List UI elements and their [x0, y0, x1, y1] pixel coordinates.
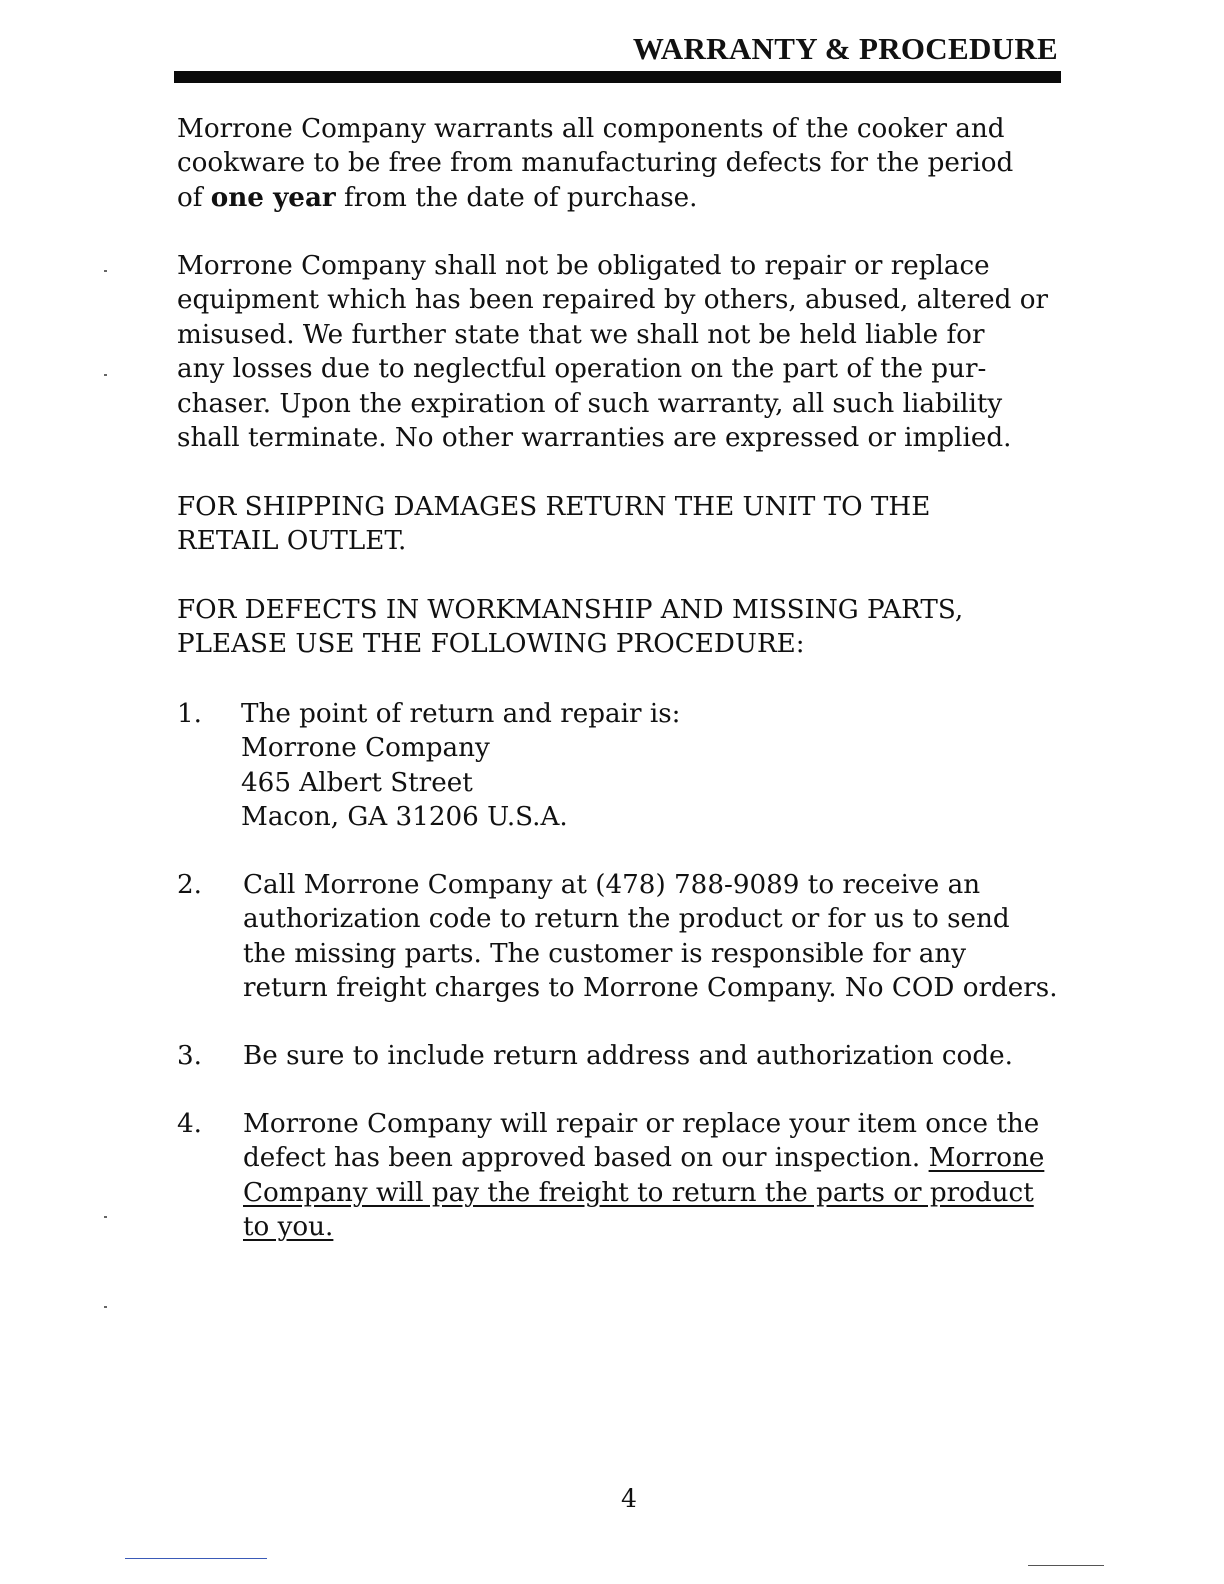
header-rule — [174, 71, 1061, 83]
scan-artifact — [104, 270, 107, 272]
paragraph-line: Morrone Company shall not be obligated to repair or replace — [177, 251, 990, 281]
scan-artifact — [104, 1216, 107, 1218]
item-line: the missing parts. The customer is responsible for any — [243, 938, 967, 969]
paragraph-line: chaser. Upon the expiration of such warranty, all such liability — [177, 388, 1003, 419]
paragraph-line: RETAIL OUTLET. — [177, 526, 407, 557]
text-run: of — [177, 182, 211, 213]
paragraph-line: equipment which has been repaired by others, abused, altered or — [177, 285, 1049, 316]
freight-guarantee-underlined: Company will pay the freight to return the parts or product — [243, 1177, 1034, 1208]
freight-guarantee-underlined: Morrone — [928, 1143, 1045, 1174]
item-line — [243, 1141, 1044, 1175]
paragraph-line: FOR SHIPPING DAMAGES RETURN THE UNIT TO THE — [177, 492, 931, 522]
scan-edge-line — [125, 1558, 267, 1559]
warranty-paragraph — [177, 112, 1013, 215]
paragraph-line: misused. We further state that we shall not be held liable for — [177, 319, 985, 350]
procedure-item-number: 2. — [177, 870, 202, 900]
paragraph-line: cookware to be free from manufacturing defects for the period — [177, 148, 1014, 179]
page-number: 4 — [621, 1484, 637, 1513]
procedure-item-number: 1. — [177, 699, 202, 729]
procedure-item-1 — [241, 697, 681, 835]
defects-procedure-heading — [177, 593, 963, 662]
warranty-period-emphasis: one year — [210, 181, 336, 213]
return-address-street: 465 Albert Street — [241, 767, 473, 798]
scan-edge-line — [1028, 1565, 1104, 1566]
item-line: Be sure to include return address and authorization code. — [243, 1041, 1013, 1071]
procedure-item-4 — [243, 1107, 1044, 1245]
paragraph-line: any losses due to neglectful operation on the part of the pur- — [177, 354, 987, 385]
scan-artifact — [104, 1306, 107, 1308]
text-run: defect has been approved based on our inspection. — [243, 1143, 929, 1174]
item-line: return freight charges to Morrone Company. No COD orders. — [243, 973, 1058, 1004]
text-run: from the date of purchase. — [335, 182, 698, 213]
item-line: Call Morrone Company at (478) 788-9089 to receive an — [243, 870, 981, 900]
procedure-item-number: 4. — [177, 1109, 202, 1139]
paragraph-line: FOR DEFECTS IN WORKMANSHIP AND MISSING PARTS, — [177, 595, 964, 625]
paragraph-line: Morrone Company warrants all components of the cooker and — [177, 114, 1005, 144]
paragraph-line: PLEASE USE THE FOLLOWING PROCEDURE: — [177, 629, 805, 660]
return-address-company: Morrone Company — [241, 733, 490, 764]
page-header-title: WARRANTY & PROCEDURE — [632, 31, 1058, 66]
shipping-damages-notice — [177, 490, 930, 559]
paragraph-line: shall terminate. No other warranties are expressed or implied. — [177, 423, 1012, 454]
freight-guarantee-underlined: to you. — [243, 1212, 334, 1243]
paragraph-line — [177, 181, 1013, 215]
item-line: The point of return and repair is: — [241, 699, 681, 729]
procedure-item-2 — [243, 868, 1058, 1006]
item-line: authorization code to return the product or for us to send — [243, 904, 1010, 935]
procedure-item-number: 3. — [177, 1041, 202, 1071]
liability-paragraph — [177, 249, 1048, 455]
procedure-item-3 — [243, 1039, 1013, 1073]
scan-artifact — [104, 374, 107, 376]
return-address-city: Macon, GA 31206 U.S.A. — [241, 802, 568, 833]
item-line: Morrone Company will repair or replace your item once the — [243, 1109, 1040, 1139]
